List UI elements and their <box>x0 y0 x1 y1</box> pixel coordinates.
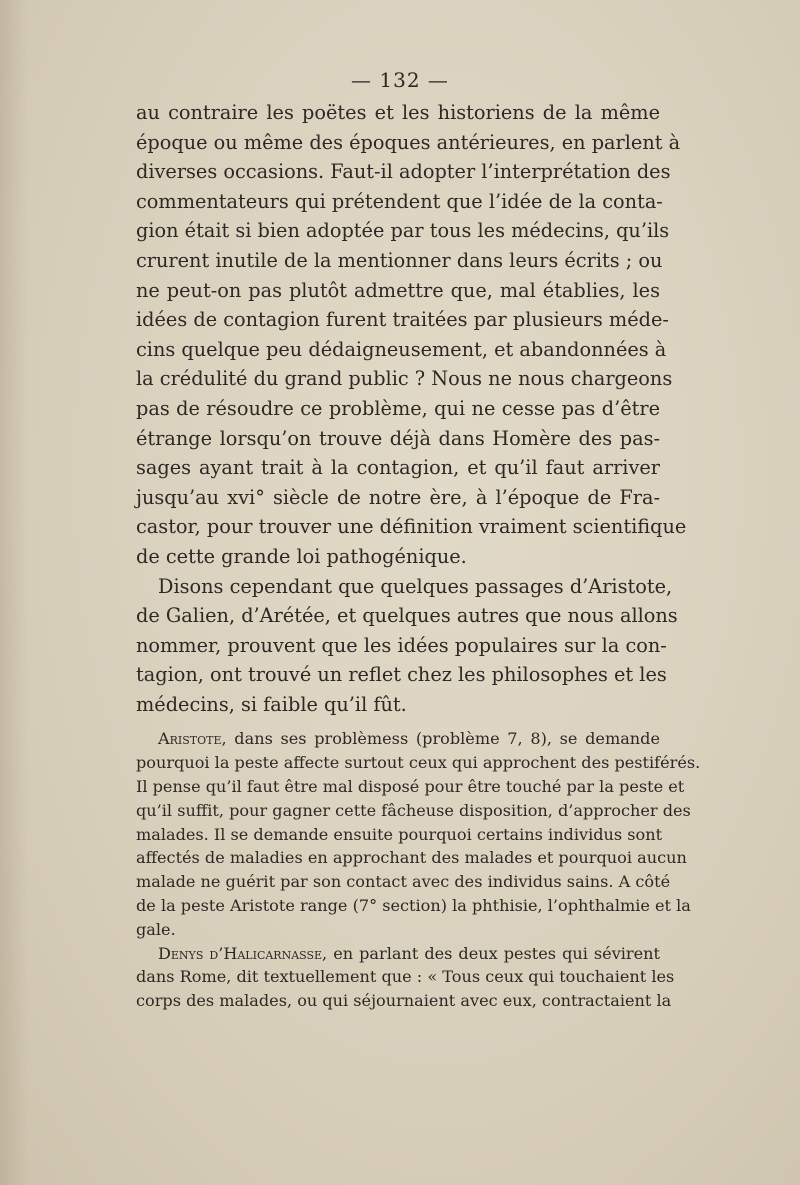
text-line: castor, pour trouver une définition vraiment scientifique <box>136 515 687 539</box>
text-line <box>136 727 660 751</box>
text-line: jusqu’au xvi° siècle de notre ère, à l’époque de Fra- <box>136 485 660 509</box>
text-line: médecins, si faible qu’il fût. <box>136 692 407 716</box>
text-line: pas de résoudre ce problème, qui ne cesse pas d’être <box>136 396 660 420</box>
text-line: dans Rome, dit textuellement que : « Tous ceux qui touchaient les <box>136 967 675 987</box>
text-line: corps des malades, ou qui séjournaient avec eux, contractaient la <box>136 991 672 1011</box>
author-name: Denys d’Halicarnasse, <box>158 943 328 963</box>
text-line: malades. Il se demande ensuite pourquoi certains individus sont <box>136 824 663 844</box>
denys-paragraph <box>136 942 675 1013</box>
text-line: pourquoi la peste affecte surtout ceux qui approchent des pestiférés. <box>136 753 701 773</box>
text-line: affectés de maladies en approchant des malades et pourquoi aucun <box>136 848 687 868</box>
text-line: Il pense qu’il faut être mal disposé pour être touché par la peste et <box>136 777 685 797</box>
text-line <box>136 942 660 966</box>
text-line: au contraire les poëtes et les historiens de la même <box>136 101 660 124</box>
text-line: de cette grande loi pathogénique. <box>136 544 467 568</box>
text-line: idées de contagion furent traitées par plusieurs méde- <box>136 308 669 332</box>
text-line: de Galien, d’Arétée, et quelques autres que nous allons <box>136 604 678 628</box>
text-line: époque ou même des époques antérieures, en parlent à <box>136 130 681 154</box>
text-line: tagion, ont trouvé un reflet chez les philosophes et les <box>136 663 667 687</box>
text-line: étrange lorsqu’on trouve déjà dans Homère des pas- <box>136 426 660 450</box>
text-line: gale. <box>136 919 176 939</box>
text-line: commentateurs qui prétendent que l’idée de la conta- <box>136 189 663 213</box>
text-line: qu’il suffit, pour gagner cette fâcheuse disposition, d’approcher des <box>136 800 691 820</box>
text-line: gion était si bien adoptée par tous les médecins, qu’ils <box>136 219 670 243</box>
page-number: — 132 — <box>351 68 449 92</box>
text-body <box>136 98 701 1013</box>
text-line: cins quelque peu dédaigneusement, et abandonnées à <box>136 337 667 361</box>
text-line: malade ne guérit par son contact avec des individus sains. A côté <box>136 872 671 892</box>
main-paragraph <box>136 98 687 719</box>
text-span: dans ses problèmess (problème 7, 8), se demande <box>226 729 660 749</box>
text-line: Disons cependant que quelques passages d’Aristote, <box>158 574 673 598</box>
aristote-paragraph <box>136 727 701 941</box>
text-line: diverses occasions. Faut-il adopter l’interprétation des <box>136 160 671 184</box>
text-line: ne peut-on pas plutôt admettre que, mal établies, les <box>136 278 660 302</box>
text-line: crurent inutile de la mentionner dans leurs écrits ; ou <box>136 248 663 272</box>
text-line: nommer, prouvent que les idées populaires sur la con- <box>136 633 667 657</box>
text-line: de la peste Aristote range (7° section) la phthisie, l’ophthalmie et la <box>136 896 691 916</box>
author-name: Aristote, <box>158 729 227 749</box>
text-line: sages ayant trait à la contagion, et qu’il faut arriver <box>136 456 660 480</box>
text-line: la crédulité du grand public ? Nous ne nous chargeons <box>136 367 673 391</box>
text-span: en parlant des deux pestes qui sévirent <box>327 943 660 963</box>
